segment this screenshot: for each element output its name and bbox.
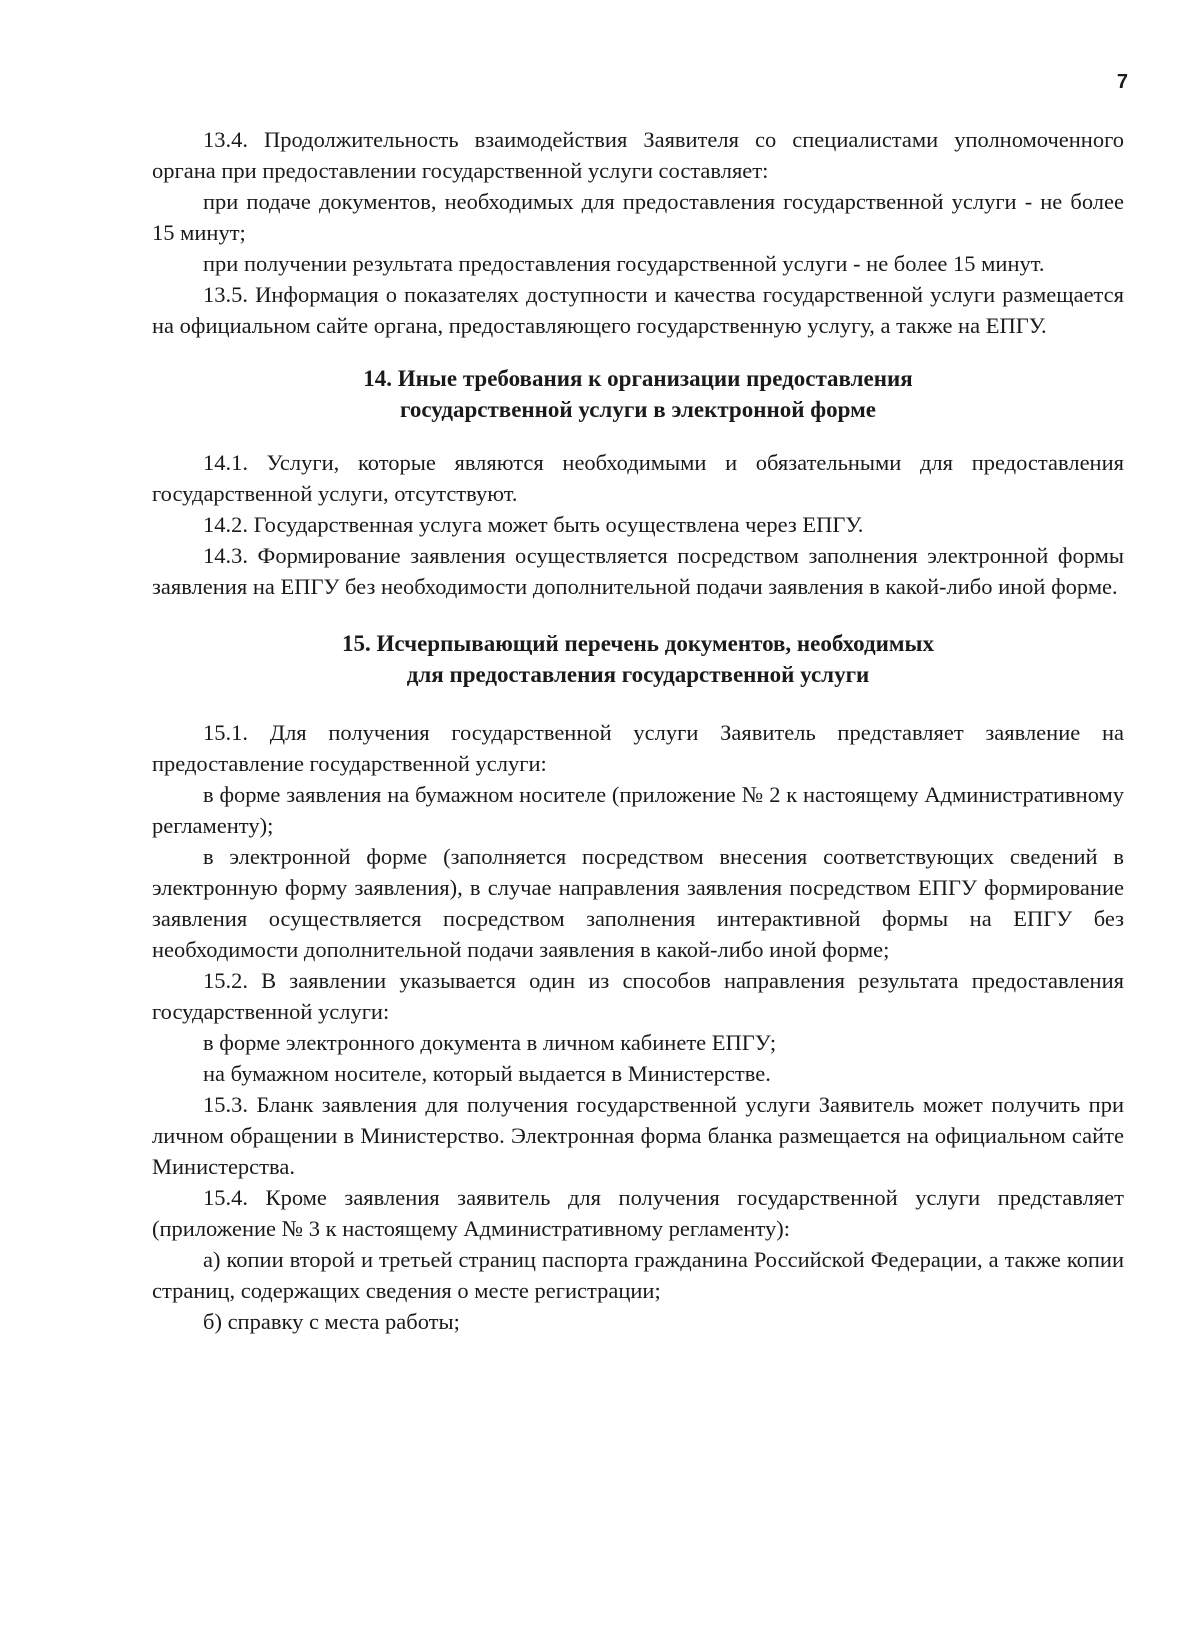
paragraph-13-4-submission: при подаче документов, необходимых для предоставления государственной услуги - не более 15 минут; bbox=[152, 189, 1124, 245]
paragraph-15-1: 15.1. Для получения государственной услуги Заявитель представляет заявление на предоставление государственной услуги: bbox=[152, 720, 1124, 776]
paragraph-15-3: 15.3. Бланк заявления для получения государственной услуги Заявитель может получить при личном обращении в Министерство. Электронная форма бланка размещается на официальном сайте Министерства. bbox=[152, 1092, 1124, 1179]
paragraph-14-2: 14.2. Государственная услуга может быть осуществлена через ЕПГУ. bbox=[203, 512, 864, 537]
paragraph-15-2-electronic: в форме электронного документа в личном кабинете ЕПГУ; bbox=[203, 1030, 777, 1055]
paragraph-15-2-paper: на бумажном носителе, который выдается в Министерстве. bbox=[203, 1061, 771, 1086]
document-body bbox=[152, 124, 1124, 1337]
paragraph-14-3: 14.3. Формирование заявления осуществляется посредством заполнения электронной формы заявления на ЕПГУ без необходимости дополнительной подачи заявления в какой-либо иной форме. bbox=[152, 543, 1124, 599]
paragraph-15-1-paper: в форме заявления на бумажном носителе (приложение № 2 к настоящему Административному регламенту); bbox=[152, 782, 1124, 838]
section-14-heading bbox=[152, 363, 1124, 425]
paragraph-15-2: 15.2. В заявлении указывается один из способов направления результата предоставления государственной услуги: bbox=[152, 968, 1124, 1024]
paragraph-14-1: 14.1. Услуги, которые являются необходимыми и обязательными для предоставления государственной услуги, отсутствуют. bbox=[152, 450, 1124, 506]
paragraph-13-5: 13.5. Информация о показателях доступности и качества государственной услуги размещается на официальном сайте органа, предоставляющего государственную услугу, а также на ЕПГУ. bbox=[152, 282, 1124, 338]
paragraph-15-4: 15.4. Кроме заявления заявитель для получения государственной услуги представляет (приложение № 3 к настоящему Административному регламенту): bbox=[152, 1185, 1124, 1241]
page-number: 7 bbox=[1116, 71, 1128, 93]
section-15-heading-line2: для предоставления государственной услуги bbox=[406, 662, 870, 687]
paragraph-13-4: 13.4. Продолжительность взаимодействия Заявителя со специалистами уполномоченного органа при предоставлении государственной услуги составляет: bbox=[152, 127, 1124, 183]
paragraph-13-4-result: при получении результата предоставления государственной услуги - не более 15 минут. bbox=[203, 251, 1045, 276]
paragraph-15-4-a: а) копии второй и третьей страниц паспорта гражданина Российской Федерации, а также копии страниц, содержащих сведения о месте регистрации; bbox=[152, 1247, 1124, 1303]
section-15-heading bbox=[152, 628, 1124, 690]
section-14-heading-line2: государственной услуги в электронной форме bbox=[400, 397, 876, 422]
section-15-heading-line1: 15. Исчерпывающий перечень документов, необходимых bbox=[341, 631, 934, 656]
section-14-heading-line1: 14. Иные требования к организации предоставления bbox=[363, 366, 913, 391]
paragraph-15-1-electronic: в электронной форме (заполняется посредством внесения соответствующих сведений в электронную форму заявления), в случае направления заявления посредством ЕПГУ формирование заявления осуществляется посредством заполнения интерактивной формы на ЕПГУ без необходимости дополнительной подачи заявления в какой-либо иной форме; bbox=[152, 844, 1124, 962]
paragraph-15-4-b: б) справку с места работы; bbox=[203, 1309, 460, 1334]
